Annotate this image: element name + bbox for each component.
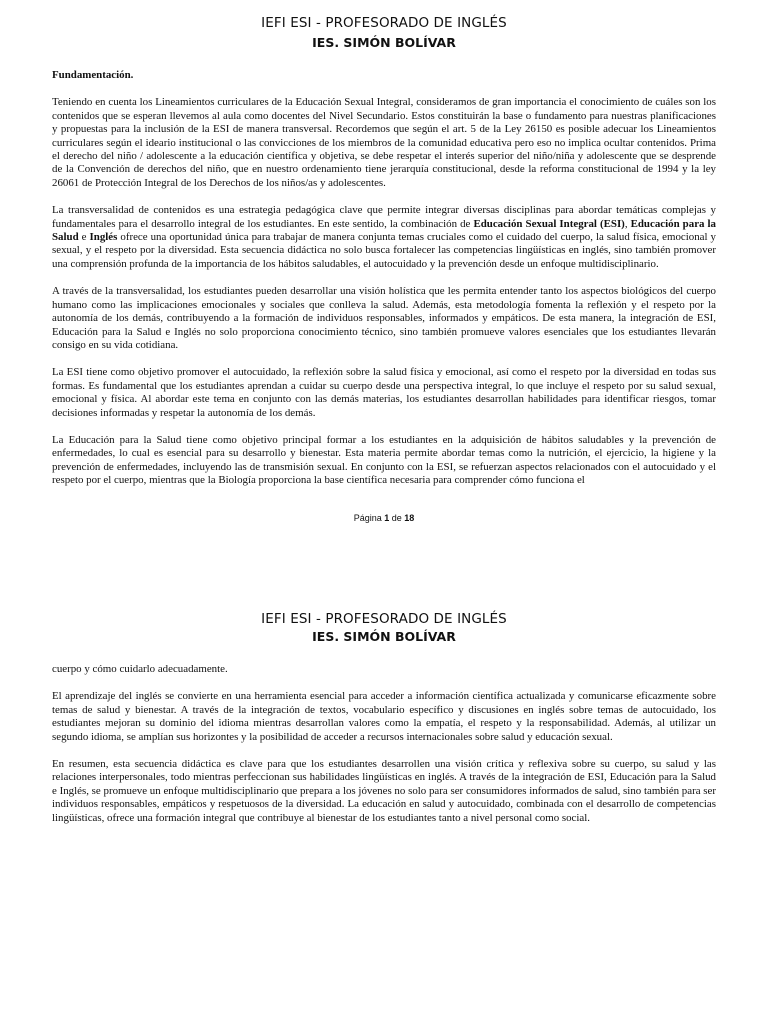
paragraph-2: En resumen, esta secuencia didáctica es clave para que los estudiantes desarrollen una visión crítica y reflexiva sobre su cuerpo, su salud y las relaciones interpersonales, todo mientras perfeccionan sus habilidades lingüísticas en inglés. A través de la integración de ESI, Educación para la Salud e Inglés, se promueve un enfoque multidisciplinario que prepara a los jóvenes no solo para ser consumidores informados de salud, sino también para ser individuos responsables, empáticos y respetuosos de la diversidad. La educación en salud y autocuidado, combinada con el desarrollo de competencias lingüísticas, ofrece una formación integral que contribuye al bienestar de los estudiantes tanto a nivel personal como social. [52, 758, 716, 824]
paragraph-3: A través de la transversalidad, los estudiantes pueden desarrollar una visión holística que les permita entender tanto los aspectos biológicos del cuerpo humano como las implicaciones emocionales y sociales que conlleva la salud. Además, esta metodología fomenta la reflexión y el respeto por la autonomía de los demás, contribuyendo a la formación de individuos responsables, informados y empáticos. De esta manera, la integración de ESI, Educación para la Salud e Inglés no solo proporciona conocimiento técnico, sino también promueve valores esenciales que los estudiantes llevarán consigo en su vida cotidiana. [52, 285, 716, 351]
footer-total-pages: 18 [404, 513, 415, 523]
page-footer [0, 513, 768, 523]
paragraph-2-text-d: e [78, 231, 90, 244]
paragraph-continuation: cuerpo y cómo cuidarlo adecuadamente. [52, 663, 228, 675]
header-title: IEFI ESI - PROFESORADO DE INGLÉS [261, 611, 507, 627]
paragraph-2 [52, 204, 716, 271]
bold-term-ingles: Inglés [89, 231, 118, 244]
paragraph-2-text-a: La transversalidad de contenidos es una estrategia pedagógica clave que permite integrar diversas disciplinas para abordar temáticas complejas y fundamentales para el desarrollo integral de los estudiantes. En este sentido, la combinación de [52, 204, 716, 230]
section-heading: Fundamentación. [52, 69, 134, 81]
footer-middle: de [389, 513, 405, 523]
paragraph-4: La ESI tiene como objetivo promover el autocuidado, la reflexión sobre la salud física y emocional, así como el respeto por la diversidad en todas sus formas. Es fundamental que los estudiantes aprendan a cuidar su cuerpo desde una perspectiva integral, lo que incluye el respeto por su salud sexual, emocional y física. Al abordar este tema en conjunto con las demás materias, los estudiantes desarrollan habilidades para identificar riesgos, tomar decisiones informadas y respetar la autonomía de los demás. [52, 366, 716, 419]
header-subtitle: IES. SIMÓN BOLÍVAR [312, 629, 456, 644]
document-page-2 [0, 600, 768, 1024]
footer-prefix: Página [353, 513, 385, 523]
paragraph-5: La Educación para la Salud tiene como objetivo principal formar a los estudiantes en la adquisición de hábitos saludables y la prevención de enfermedades, lo cual es esencial para su desarrollo y bienestar. Esta materia permite abordar temas como la nutrición, el ejercicio, la higiene y la prevención de enfermedades, incluyendo las de transmisión sexual. En conjunto con la ESI, se refuerzan aspectos relacionados con el autocuidado y el respeto por el cuerpo, mientras que la Biología proporciona la base científica necesaria para comprender cómo funciona el [52, 433, 716, 487]
header-subtitle: IES. SIMÓN BOLÍVAR [312, 35, 456, 50]
paragraph-1: Teniendo en cuenta los Lineamientos curriculares de la Educación Sexual Integral, consideramos de gran importancia el conocimiento de cuáles son los contenidos que se esperan llevemos al aula como docentes del Nivel Secundario. Estos constituirán la base o fundamento para nuestras planificaciones y propuestas para la inclusión de la ESI de manera transversal. Recordemos que según el art. 5 de la Ley 26150 es posible adecuar los Lineamientos curriculares según el ideario institucional o las convicciones de los miembros de la comunidad educativa pero eso no implica ocultar contenidos. Prima el derecho del niño / adolescente a la educación científica y objetiva, se debe respetar el interés superior del niño/niña y adolescente que se desprende de la Convención de derechos del niño, que en nuestro ordenamiento tiene jerarquía constitucional, desde la reforma constitucional de 1994 y la ley 26061 de Protección Integral de los Derechos de los niños/as y adolescentes. [52, 96, 716, 189]
page-body [52, 69, 716, 495]
bold-term-salud: Educación para la Salud [52, 217, 716, 244]
bold-term-esi: Educación Sexual Integral (ESI) [473, 217, 625, 230]
page-body [52, 663, 716, 839]
paragraph-2-text-c: , [624, 217, 631, 230]
footer-current-page: 1 [384, 513, 390, 523]
paragraph-1: El aprendizaje del inglés se convierte en una herramienta esencial para acceder a información científica actualizada y comunicarse eficazmente sobre temas de salud y bienestar. A través de la integración de textos, vocabulario específico y discusiones en inglés sobre temas de autocuidado, los estudiantes mejoran su dominio del idioma mientras desarrollan valores como la empatía, el respeto y la responsabilidad. Además, al utilizar un segundo idioma, se amplían sus horizontes y la posibilidad de acceder a recursos internacionales sobre salud y educación sexual. [52, 690, 716, 743]
header-title: IEFI ESI - PROFESORADO DE INGLÉS [261, 15, 507, 31]
paragraph-2-text-e: ofrece una oportunidad única para trabajar de manera conjunta temas cruciales como el cuidado del cuerpo, la salud física, emocional y sexual, y el respeto por la diversidad. Esta secuencia didáctica no solo busca fortalecer las competencias lingüísticas en inglés, sino también promover una comprensión profunda de la importancia de los hábitos saludables, el autocuidado y la prevención desde un enfoque multidisciplinario. [52, 231, 716, 270]
